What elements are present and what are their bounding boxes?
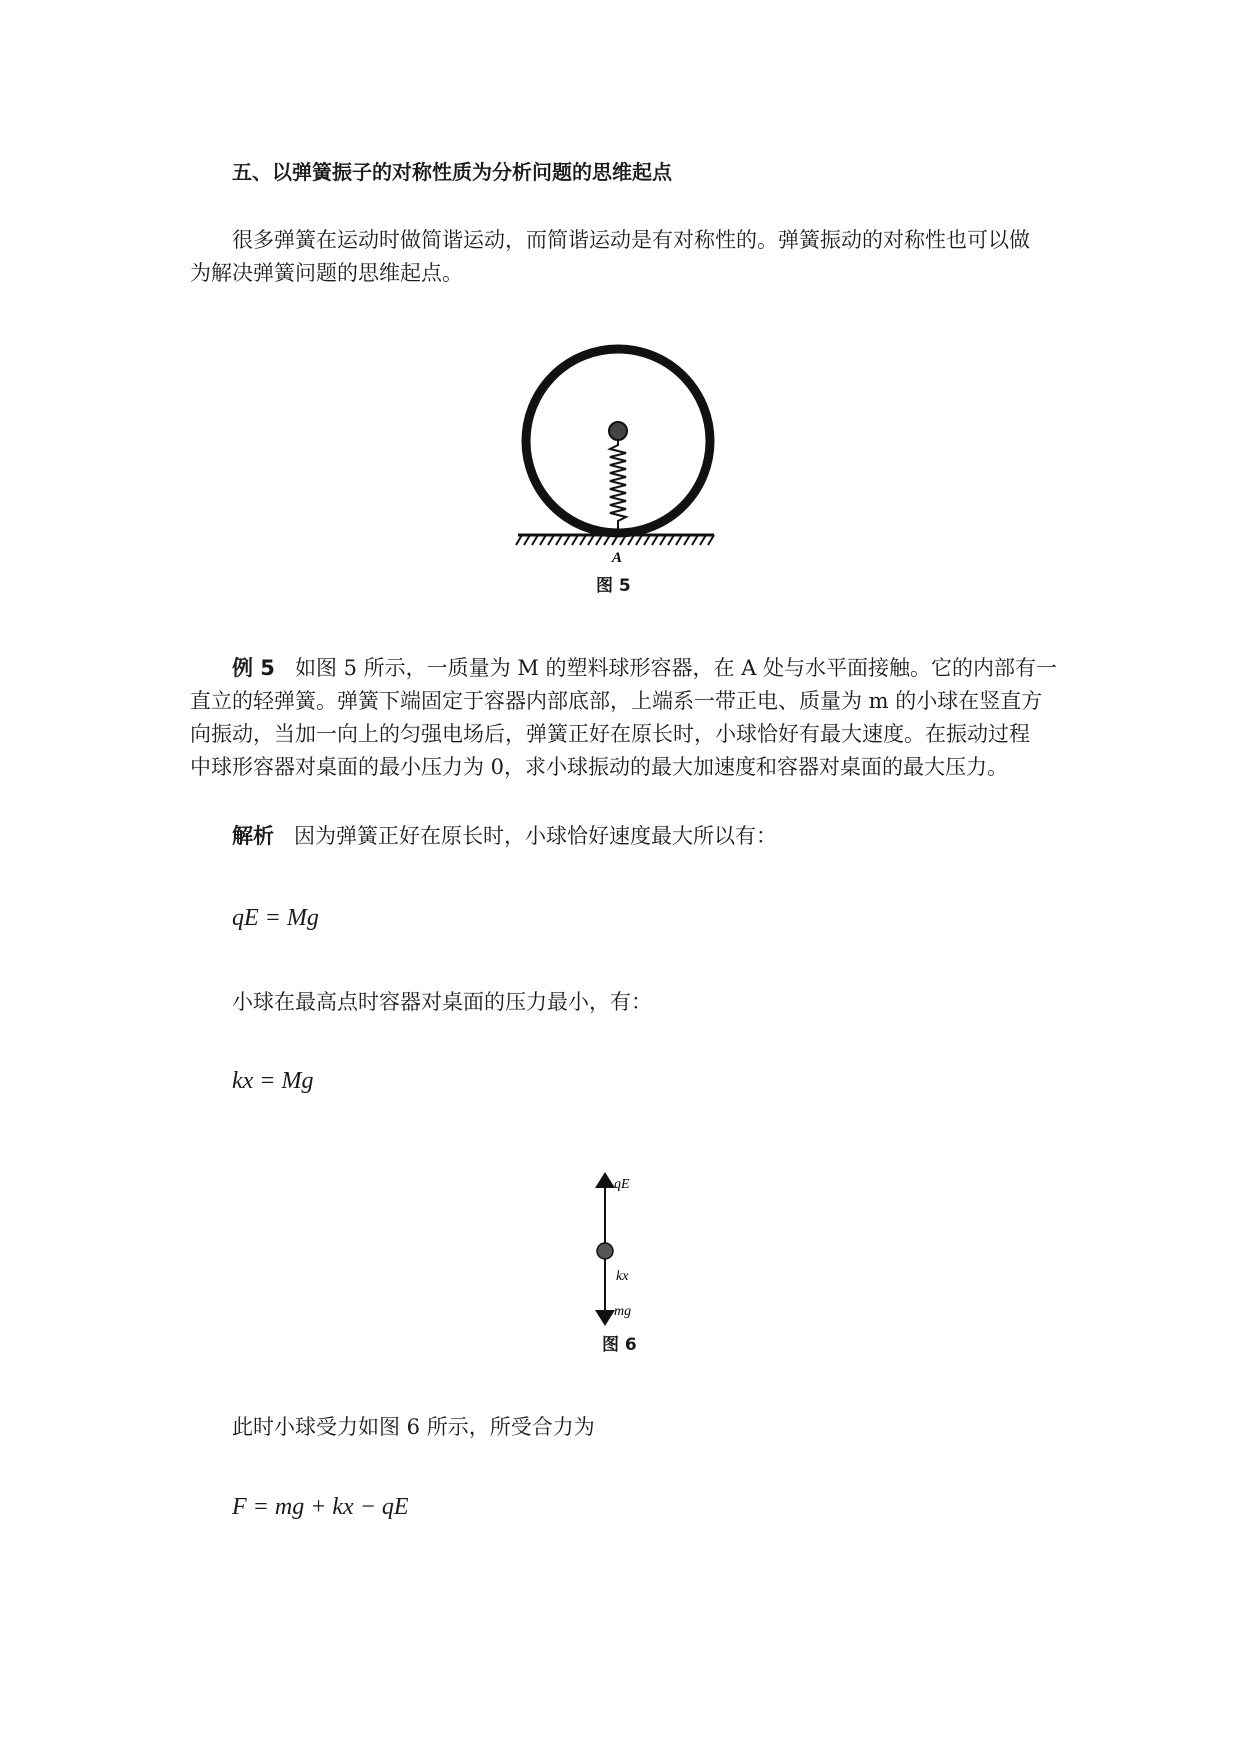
example-label: 例 5 [232, 656, 275, 680]
label-kx: kx [616, 1269, 629, 1284]
force-diagram [580, 1170, 700, 1330]
ball-6 [597, 1243, 613, 1259]
example-line-1 [232, 653, 1057, 683]
point-a-label: A [612, 550, 623, 566]
label-qe: qE [614, 1177, 630, 1192]
spring-container-diagram [500, 335, 740, 600]
formula-net-force: F = mg + kx − qE [232, 1494, 409, 1520]
solution-line-3: 此时小球受力如图 6 所示，所受合力为 [232, 1415, 595, 1439]
intro-line-2: 为解决弹簧问题的思维起点。 [190, 261, 463, 285]
spring [610, 440, 626, 531]
solution-line-2: 小球在最高点时容器对桌面的压力最小，有： [232, 990, 652, 1014]
solution-line-1 [232, 821, 777, 851]
example-line-2: 直立的轻弹簧。弹簧下端固定于容器内部底部，上端系一带正电、质量为 m 的小球在竖直方 [190, 689, 1043, 713]
label-mg: mg [614, 1304, 632, 1319]
example-text-1: 如图 5 所示，一质量为 M 的塑料球形容器，在 A 处与水平面接触。它的内部有一 [294, 656, 1058, 680]
formula-kx-mg: kx = Mg [232, 1068, 314, 1094]
figure-5-caption: 图 5 [596, 576, 631, 596]
solution-label: 解析 [232, 824, 274, 848]
solution-text-1: 因为弹簧正好在原长时，小球恰好速度最大所以有： [294, 824, 778, 848]
example-line-3: 向振动，当加一向上的匀强电场后，弹簧正好在原长时，小球恰好有最大速度。在振动过程 [190, 722, 1030, 746]
figure-5 [500, 335, 740, 600]
example-line-4: 中球形容器对桌面的最小压力为 0，求小球振动的最大加速度和容器对桌面的最大压力。 [190, 755, 1009, 779]
small-ball [609, 422, 627, 440]
figure-6-caption: 图 6 [602, 1335, 637, 1355]
section-heading: 五、以弹簧振子的对称性质为分析问题的思维起点 [232, 160, 672, 184]
figure-6 [580, 1170, 700, 1355]
formula-qe-mg: qE = Mg [232, 905, 319, 931]
intro-line-1: 很多弹簧在运动时做简谐运动，而简谐运动是有对称性的。弹簧振动的对称性也可以做 [232, 228, 1030, 252]
